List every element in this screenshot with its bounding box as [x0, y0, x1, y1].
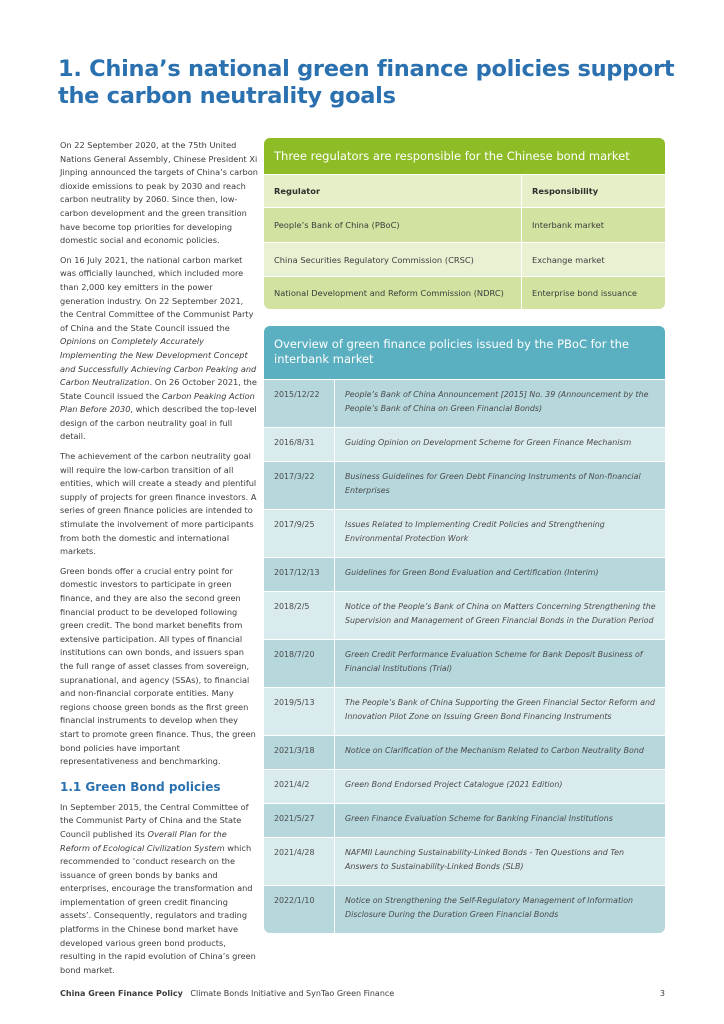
page-title: 1. China’s national green finance policies support the carbon neutrality goals — [58, 56, 675, 109]
policy-cell: Notice of the People’s Bank of China on Matters Concerning Strengthening the Supervision and Management of Green Financial Bonds in the Duration Period — [345, 602, 656, 625]
table-row — [264, 557, 665, 591]
table-row — [264, 837, 665, 885]
policy-cell: Notice on Clarification of the Mechanism Related to Carbon Neutrality Bond — [345, 746, 644, 755]
date-cell: 2015/12/22 — [264, 380, 335, 427]
policy-cell: Green Bond Endorsed Project Catalogue (2021 Edition) — [345, 780, 563, 789]
page-number: 3 — [659, 989, 665, 998]
pboc-table-title: Overview of green finance policies issued by the PBoC for the interbank market — [264, 326, 665, 379]
responsibility-cell: Interbank market — [532, 220, 604, 230]
footer-brand: China Green Finance Policy — [60, 989, 183, 998]
document-title-ref: Overall Plan for the Reform of Ecological Civilization System — [60, 828, 227, 853]
section-subheading: 1.1 Green Bond policies — [60, 779, 221, 794]
table-row — [264, 461, 665, 509]
regulator-cell: National Development and Reform Commission (NDRC) — [264, 277, 522, 309]
policy-cell: Business Guidelines for Green Debt Financing Instruments of Non-financial Enterprises — [345, 472, 641, 495]
date-cell: 2021/3/18 — [264, 736, 335, 769]
policy-cell: Notice on Strengthening the Self-Regulatory Management of Information Disclosure During the Duration Green Financial Bonds — [345, 896, 634, 919]
regulator-cell: China Securities Regulatory Commission (CRSC) — [264, 243, 522, 276]
responsibility-cell: Exchange market — [532, 254, 605, 265]
table-row — [264, 509, 665, 557]
paragraph: On 22 September 2020, at the 75th United Nations General Assembly, Chinese President Xi Jinping announced the targets of China’s carbon dioxide emissions to peak by 2030 and reach carbon neutrality by 2060. Since then, low-carbon development and the green transition have become top priorities for developing domestic social and economic policies. — [60, 140, 258, 246]
responsibility-cell: Enterprise bond issuance — [532, 288, 638, 298]
regulators-table — [264, 138, 665, 309]
table-row — [264, 591, 665, 639]
policy-cell: NAFMII Launching Sustainability-Linked Bonds - Ten Questions and Ten Answers to Sustainability-Linked Bonds (SLB) — [345, 848, 625, 871]
regulator-cell: People’s Bank of China (PBoC) — [264, 208, 522, 242]
policy-cell: The People’s Bank of China Supporting the Green Financial Sector Reform and Innovation Pilot Zone on Issuing Green Bond Financing Instruments — [345, 698, 655, 721]
date-cell: 2021/4/28 — [264, 838, 335, 885]
document-title-ref: Opinions on Completely Accurately Implementing the New Development Concept and Successfully Achieving Carbon Peaking and Carbon Neutralization — [60, 336, 257, 388]
table-row — [264, 276, 665, 309]
paragraph: On 16 July 2021, the national carbon market was officially launched, which included more than 2,000 key emitters in the power generation industry. On 22 September 2021, the Central Committee of the Communist Party of China and the State Council issued the Opinions on Completely Accurately Implementing the New Development Concept and Successfully Achieving Carbon Peaking and Carbon Neutralization. On 26 October 2021, the State Council issued the Carbon Peaking Action Plan Before 2030, which described the top-level design of the carbon neutrality goal in full detail. — [60, 254, 257, 442]
body-text-column — [60, 139, 258, 983]
table-row — [264, 379, 665, 427]
date-cell: 2017/12/13 — [264, 558, 335, 591]
paragraph: The achievement of the carbon neutrality goal will require the low-carbon transition of all entities, which will create a steady and plentiful supply of projects for green finance investors. A series of green finance policies are intended to stimulate the involvement of more participants from both the domestic and international markets. — [60, 451, 257, 557]
pboc-policies-table — [264, 326, 665, 933]
date-cell: 2021/4/2 — [264, 770, 335, 803]
policy-cell: Guidelines for Green Bond Evaluation and Certification (Interim) — [345, 568, 599, 577]
policy-cell: Guiding Opinion on Development Scheme for Green Finance Mechanism — [345, 438, 632, 447]
table-row — [264, 207, 665, 242]
table-row — [264, 639, 665, 687]
policy-cell: Green Credit Performance Evaluation Scheme for Bank Deposit Business of Financial Institutions (Trial) — [345, 650, 643, 673]
policy-cell: Green Finance Evaluation Scheme for Banking Financial Institutions — [345, 814, 613, 823]
table-row — [264, 735, 665, 769]
table-row — [264, 769, 665, 803]
date-cell: 2018/2/5 — [264, 592, 335, 639]
date-cell: 2017/3/22 — [264, 462, 335, 509]
date-cell: 2018/7/20 — [264, 640, 335, 687]
table-row — [264, 885, 665, 933]
table-row — [264, 427, 665, 461]
paragraph: In September 2015, the Central Committee of the Communist Party of China and the State Council published its Overall Plan for the Reform of Ecological Civilization System which recommended to ‘conduct research on the issuance of green bonds by banks and enterprises, encourage the transformation and implementation of green credit financing assets’. Consequently, regulators and trading platforms in the Chinese bond market have developed various green bond products, resulting in the rapid evolution of China’s green bond market. — [60, 801, 256, 975]
date-cell: 2019/5/13 — [264, 688, 335, 735]
footer-credit: Climate Bonds Initiative and SynTao Green Finance — [190, 989, 395, 998]
table-row — [264, 242, 665, 276]
policy-cell: People’s Bank of China Announcement [2015] No. 39 (Announcement by the People’s Bank of China on Green Financial Bonds) — [345, 390, 649, 413]
document-title-ref: Carbon Peaking Action Plan Before 2030 — [60, 390, 255, 415]
paragraph: Green bonds offer a crucial entry point for domestic investors to participate in green finance, and they are also the second green financial product to be developed following green credit. The bond market benefits from extensive participation. All types of financial institutions can own bonds, and issuers span the full range of asset classes from sovereign, supranational, and agency (SSAs), to financial and non-financial corporate entities. Many regions choose green bonds as the first green financial instruments to develop when they start to promote green finance. Thus, the green bond policies have important representativeness and benchmarking. — [60, 565, 256, 767]
date-cell: 2017/9/25 — [264, 510, 335, 557]
table-header-row — [264, 174, 665, 207]
policy-cell: Issues Related to Implementing Credit Policies and Strengthening Environmental Protection Work — [345, 520, 605, 543]
table-row — [264, 687, 665, 735]
regulators-table-title: Three regulators are responsible for the Chinese bond market — [264, 138, 665, 174]
date-cell: 2021/5/27 — [264, 804, 335, 837]
table-row — [264, 803, 665, 837]
page-footer — [60, 989, 665, 998]
date-cell: 2016/8/31 — [264, 428, 335, 461]
column-header-regulator: Regulator — [264, 175, 522, 207]
date-cell: 2022/1/10 — [264, 886, 335, 933]
column-header-responsibility: Responsibility — [532, 186, 599, 196]
